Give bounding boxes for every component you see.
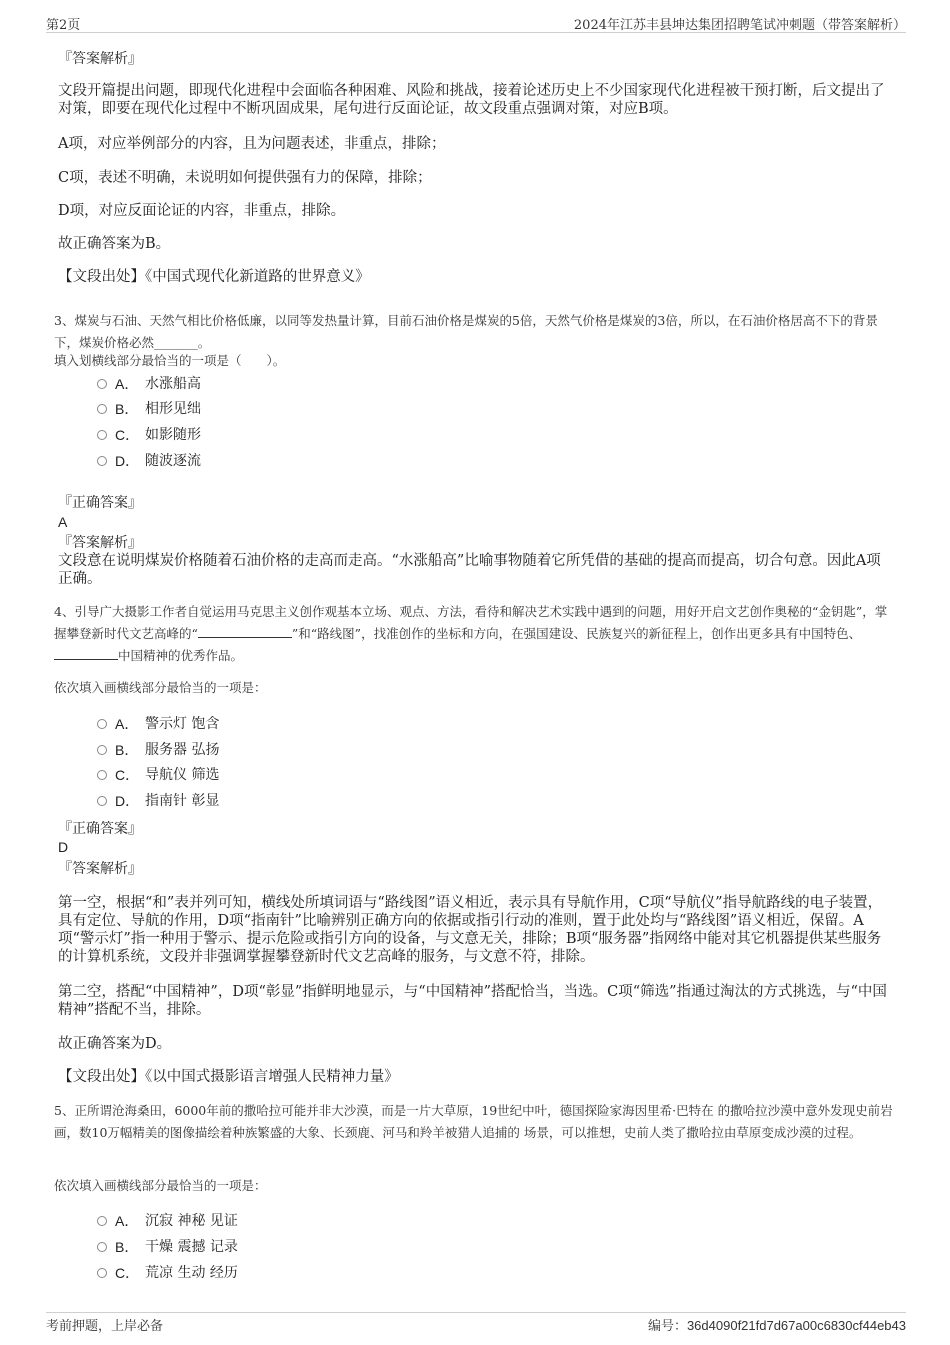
q4-stem: [54, 601, 895, 667]
q3-prompt: 填入划横线部分最恰当的一项是（ ）。: [54, 353, 286, 368]
q2-option-a-note: A项，对应举例部分的内容，且为问题表述，非重点，排除；: [58, 136, 446, 152]
radio-button-icon[interactable]: [97, 456, 107, 466]
q4-answer: D: [58, 839, 69, 855]
radio-button-icon[interactable]: [97, 796, 107, 806]
option-text: 随波逐流: [145, 453, 201, 469]
q4-blank-1: [198, 623, 292, 638]
option-text: 干燥 震撼 记录: [145, 1239, 238, 1255]
q4-stem-part2: ”和“路线图”，找准创作的坐标和方向，在强国建设、民族复兴的新征程上，创作出更多具有中国特色、: [291, 626, 862, 641]
radio-button-icon[interactable]: [97, 745, 107, 755]
q2-conclusion: 故正确答案为B。: [58, 236, 171, 252]
q4-stem-part1: 4、引导广大摄影工作者自觉运用马克思主义创作观基本立场、观点、方法，看待和解决艺术实践中遇到的问题，用好开启文艺创作奥秘的“金钥匙”，掌握攀登新时代文艺高峰的“: [54, 604, 888, 641]
q3-answer: A: [58, 514, 68, 530]
document-title: 2024年江苏丰县坤达集团招聘笔试冲刺题（带答案解析）: [573, 18, 906, 33]
option-text: 警示灯 饱含: [145, 716, 220, 732]
q3-analysis-label: 『答案解析』: [58, 535, 142, 551]
radio-button-icon[interactable]: [97, 1216, 107, 1226]
radio-button-icon[interactable]: [97, 430, 107, 440]
footer-slogan: 考前押题，上岸必备: [46, 1319, 164, 1334]
document-code-label: 编号：: [647, 1319, 687, 1334]
q3-stem: 3、煤炭与石油、天然气相比价格低廉，以同等发热量计算，目前石油价格是煤炭的5倍，天然气价格是煤炭的3倍，所以，在石油价格居高不下的背景下，煤炭价格必然_______。: [54, 313, 878, 350]
option-text: 导航仪 筛选: [145, 767, 220, 783]
q2-source: 【文段出处】《中国式现代化新道路的世界意义》: [58, 269, 370, 285]
radio-button-icon[interactable]: [97, 1268, 107, 1278]
q2-option-d-note: D项，对应反面论证的内容，非重点，排除。: [58, 203, 346, 219]
option-key: D．: [115, 453, 140, 469]
option-key: B．: [115, 401, 139, 417]
option-key: A．: [115, 1213, 139, 1229]
q4-conclusion: 故正确答案为D。: [58, 1036, 172, 1052]
radio-button-icon[interactable]: [97, 719, 107, 729]
q4-stem-part3: 中国精神的优秀作品。: [118, 648, 244, 663]
radio-button-icon[interactable]: [97, 770, 107, 780]
option-text: 沉寂 神秘 见证: [145, 1213, 238, 1229]
q3-answer-label: 『正确答案』: [58, 495, 142, 511]
document-code: [648, 1315, 906, 1334]
q2-analysis-label: 『答案解析』: [58, 51, 142, 67]
option-key: B．: [115, 742, 139, 758]
radio-button-icon[interactable]: [97, 404, 107, 414]
q5-prompt: 依次填入画横线部分最恰当的一项是：: [54, 1178, 267, 1193]
radio-button-icon[interactable]: [97, 379, 107, 389]
radio-button-icon[interactable]: [97, 1242, 107, 1252]
option-key: C．: [115, 427, 140, 443]
q4-analysis-p1: 第一空，根据“和”表并列可知，横线处所填词语与“路线图”语义相近，表示具有导航作用，C项“导航仪”指导航路线的电子装置，具有定位、导航的作用，D项“指南针”比喻辨别正确方向的依据或指引行动的准则，置于此处均与“路线图”语义相近，保留。A项“警示灯”指一种用于警示、提示危险或指引方向的设备，与文意无关，排除；B项“服务器”指网络中能对其它机器提供某些服务的计算机系统，文段并非强调掌握攀登新时代文艺高峰的服务，与文意不符，排除。: [58, 895, 883, 965]
option-key: A．: [115, 716, 139, 732]
option-key: A．: [115, 376, 139, 392]
option-key: B．: [115, 1239, 139, 1255]
q4-analysis-label: 『答案解析』: [58, 861, 142, 877]
option-key: D．: [115, 793, 140, 809]
option-text: 荒凉 生动 经历: [145, 1265, 238, 1281]
page-number: 第2页: [46, 18, 81, 33]
q4-analysis-p2: 第二空，搭配“中国精神”，D项“彰显”指鲜明地显示，与“中国精神”搭配恰当，当选。C项“筛选”指通过淘汰的方式挑选，与“中国精神”搭配不当，排除。: [58, 984, 887, 1018]
page-header: [46, 14, 906, 33]
document-code-value: 36d4090f21fd7d67a00c6830cf44eb43: [686, 1318, 906, 1333]
q4-blank-2: [54, 645, 118, 660]
q3-analysis-text: 文段意在说明煤炭价格随着石油价格的走高而走高。“水涨船高”比喻事物随着它所凭借的基础的提高而提高，切合句意。因此A项正确。: [58, 553, 881, 587]
option-text: 服务器 弘扬: [145, 742, 220, 758]
q4-source: 【文段出处】《以中国式摄影语言增强人民精神力量》: [58, 1069, 399, 1085]
q5-stem: 5、正所谓沧海桑田，6000年前的撒哈拉可能并非大沙漠，而是一片大草原，19世纪中叶，德国探险家海因里希·巴特在 的撒哈拉沙漠中意外发现史前岩画，数10万幅精美的图像描绘着种族繁盛的大象、长颈鹿、河马和羚羊被猎人追捕的 场景，可以推想，史前人类了撒哈拉由草原变成沙漠的过程。: [54, 1103, 893, 1140]
option-text: 如影随形: [145, 427, 201, 443]
q4-prompt: 依次填入画横线部分最恰当的一项是：: [54, 680, 267, 695]
q2-analysis-text: 文段开篇提出问题，即现代化进程中会面临各种困难、风险和挑战，接着论述历史上不少国家现代化进程被干预打断，后文提出了对策，即要在现代化过程中不断巩固成果，尾句进行反面论证，故文段重点强调对策，对应B项。: [58, 83, 885, 117]
option-key: C．: [115, 767, 140, 783]
page-footer: [46, 1312, 906, 1335]
q2-option-c-note: C项，表述不明确，未说明如何提供强有力的保障，排除；: [58, 170, 432, 186]
option-key: C．: [115, 1265, 140, 1281]
option-text: 水涨船高: [145, 376, 201, 392]
option-text: 相形见绌: [145, 401, 201, 417]
q4-answer-label: 『正确答案』: [58, 821, 142, 837]
option-text: 指南针 彰显: [145, 793, 220, 809]
